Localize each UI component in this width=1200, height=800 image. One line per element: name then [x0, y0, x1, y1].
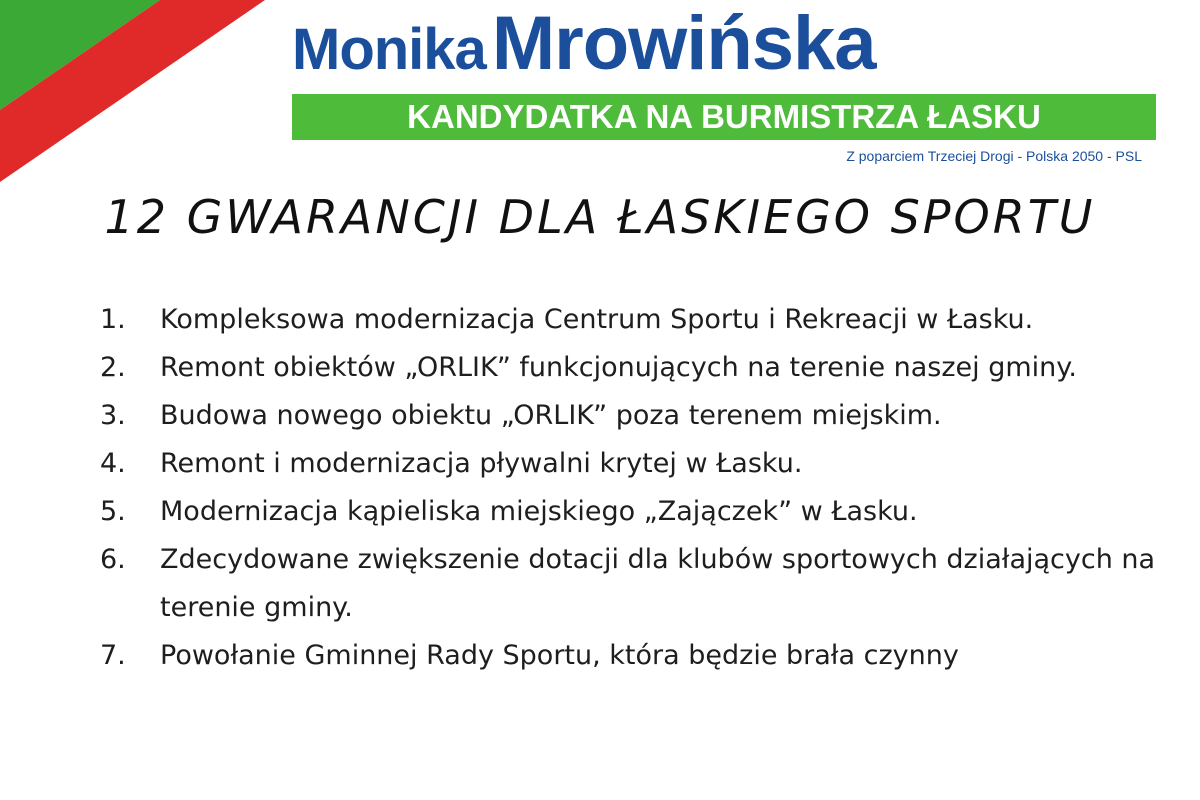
list-item-text: Remont i modernizacja pływalni krytej w Łasku. — [160, 448, 803, 479]
list-item-number: 2. — [100, 352, 126, 383]
list-item-number: 1. — [100, 304, 126, 335]
flag-corner-graphic — [0, 0, 280, 185]
support-line: Z poparciem Trzeciej Drogi - Polska 2050 - PSL — [846, 148, 1142, 164]
list-item-text: Budowa nowego obiektu „ORLIK” poza terenem miejskim. — [160, 400, 942, 431]
list-item-number: 3. — [100, 400, 126, 431]
list-item-text: Kompleksowa modernizacja Centrum Sportu i Rekreacji w Łasku. — [160, 304, 1034, 335]
list-item-text: Remont obiektów „ORLIK” funkcjonujących na terenie naszej gminy. — [160, 352, 1077, 383]
candidate-last-name: Mrowińska — [491, 1, 876, 86]
candidate-name — [292, 1, 1156, 86]
list-item — [100, 536, 1160, 632]
list-item — [100, 488, 1160, 536]
list-item-text: Powołanie Gminnej Rady Sportu, która będzie brała czynny — [160, 640, 959, 671]
list-item-number: 7. — [100, 640, 126, 671]
list-item — [100, 440, 1160, 488]
list-item-number: 6. — [100, 544, 126, 575]
list-item — [100, 392, 1160, 440]
list-item-number: 4. — [100, 448, 126, 479]
list-item-text: Modernizacja kąpieliska miejskiego „Zajączek” w Łasku. — [160, 496, 918, 527]
candidate-header — [292, 1, 1156, 164]
list-item-number: 5. — [100, 496, 126, 527]
list-item-text: Zdecydowane zwiększenie dotacji dla klubów sportowych działających na terenie gminy. — [160, 544, 1156, 623]
candidacy-banner: KANDYDATKA NA BURMISTRZA ŁASKU — [292, 94, 1156, 140]
list-item — [100, 344, 1160, 392]
list-item — [100, 632, 1160, 680]
candidate-first-name: Monika — [292, 17, 486, 82]
list-item — [100, 296, 1160, 344]
guarantee-list — [100, 296, 1160, 680]
page-title: 12 GWARANCJI DLA ŁASKIEGO SPORTU — [104, 190, 1096, 244]
